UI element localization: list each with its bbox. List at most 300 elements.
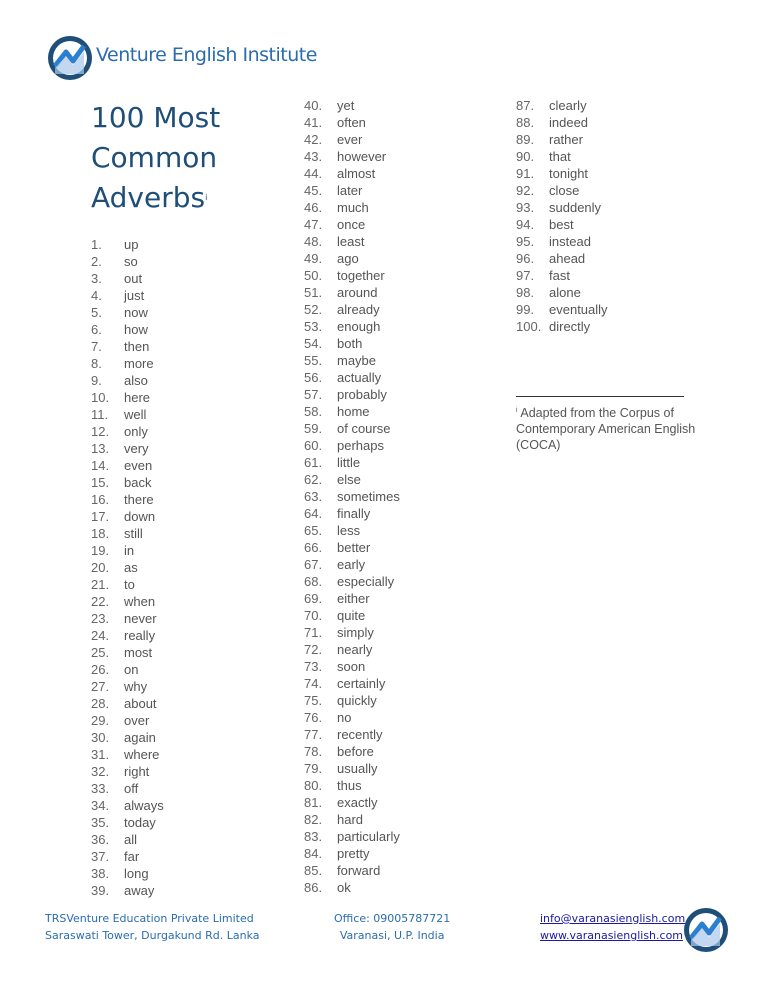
list-item (304, 692, 400, 709)
list-item (304, 573, 400, 590)
item-number: 65. (304, 523, 323, 538)
footer-company (45, 910, 260, 944)
item-number: 68. (304, 574, 323, 589)
adverb-word: either (337, 591, 370, 606)
adverb-word: probably (337, 387, 387, 402)
item-number: 36. (91, 832, 110, 847)
brand-name: Venture English Institute (96, 44, 317, 66)
list-item (91, 729, 164, 746)
adverb-word: why (124, 679, 148, 694)
item-number: 67. (304, 557, 323, 572)
list-item (91, 287, 164, 304)
list-item (304, 216, 400, 233)
item-number: 93. (516, 200, 535, 215)
adverb-word: only (124, 424, 148, 439)
list-item (304, 471, 400, 488)
list-item (91, 865, 164, 882)
list-item (91, 661, 164, 678)
adverb-word: that (549, 149, 571, 164)
item-number: 9. (91, 373, 102, 388)
title-line-1: 100 Most (91, 101, 221, 134)
adverb-word: usually (337, 761, 378, 776)
item-number: 11. (91, 407, 109, 422)
adverb-word: down (124, 509, 156, 524)
adverb-word: right (124, 764, 150, 779)
footer-city: Varanasi, U.P. India (339, 929, 445, 942)
list-item (304, 267, 400, 284)
item-number: 1. (91, 237, 102, 252)
item-number: 32. (91, 764, 110, 779)
adverb-word: most (124, 645, 153, 660)
list-item (304, 777, 400, 794)
venture-logo-small-icon (682, 906, 730, 954)
adverb-word: never (124, 611, 157, 626)
item-number: 12. (91, 424, 110, 439)
item-number: 29. (91, 713, 110, 728)
item-number: 60. (304, 438, 323, 453)
email-link[interactable]: info@varanasienglish.com (540, 912, 686, 925)
adverb-word: just (124, 288, 145, 303)
item-number: 41. (304, 115, 323, 130)
footnote-divider (516, 396, 684, 397)
list-item (516, 233, 608, 250)
adverb-word: especially (337, 574, 395, 589)
adverb-word: no (337, 710, 352, 725)
item-number: 51. (304, 285, 323, 300)
list-item (304, 182, 400, 199)
list-item (91, 236, 164, 253)
adverb-word: together (337, 268, 385, 283)
list-item (516, 199, 608, 216)
adverb-word: maybe (337, 353, 377, 368)
list-item (304, 709, 400, 726)
list-item (91, 542, 164, 559)
adverb-word: particularly (337, 829, 400, 844)
list-item (516, 318, 608, 335)
list-item (304, 233, 400, 250)
list-item (304, 845, 400, 862)
list-item (91, 678, 164, 695)
list-item (304, 488, 400, 505)
adverb-list-column-2 (304, 97, 400, 896)
adverb-word: then (124, 339, 150, 354)
adverb-word: perhaps (337, 438, 384, 453)
adverb-word: also (124, 373, 148, 388)
adverb-word: best (549, 217, 574, 232)
list-item (91, 559, 164, 576)
item-number: 74. (304, 676, 323, 691)
adverb-word: ok (337, 880, 351, 895)
item-number: 66. (304, 540, 323, 555)
list-item (91, 491, 164, 508)
item-number: 39. (91, 883, 110, 898)
item-number: 35. (91, 815, 110, 830)
item-number: 53. (304, 319, 323, 334)
adverb-word: on (124, 662, 139, 677)
adverb-word: better (337, 540, 371, 555)
adverb-word: less (337, 523, 361, 538)
list-item (91, 525, 164, 542)
item-number: 79. (304, 761, 323, 776)
adverb-word: soon (337, 659, 366, 674)
item-number: 95. (516, 234, 535, 249)
list-item (91, 831, 164, 848)
list-item (304, 437, 400, 454)
adverb-word: pretty (337, 846, 370, 861)
item-number: 8. (91, 356, 102, 371)
item-number: 78. (304, 744, 323, 759)
adverb-word: exactly (337, 795, 378, 810)
item-number: 13. (91, 441, 110, 456)
item-number: 42. (304, 132, 323, 147)
list-item (304, 522, 400, 539)
adverb-word: still (124, 526, 143, 541)
item-number: 6. (91, 322, 102, 337)
item-number: 82. (304, 812, 323, 827)
item-number: 63. (304, 489, 323, 504)
list-item (304, 760, 400, 777)
adverb-word: forward (337, 863, 381, 878)
item-number: 54. (304, 336, 323, 351)
item-number: 33. (91, 781, 110, 796)
list-item (304, 743, 400, 760)
item-number: 43. (304, 149, 323, 164)
adverb-word: already (337, 302, 380, 317)
adverb-word: as (124, 560, 138, 575)
adverb-word: actually (337, 370, 382, 385)
item-number: 26. (91, 662, 110, 677)
list-item (304, 250, 400, 267)
adverb-word: however (337, 149, 387, 164)
item-number: 14. (91, 458, 110, 473)
list-item (91, 780, 164, 797)
adverb-word: about (124, 696, 157, 711)
adverb-word: little (337, 455, 361, 470)
list-item (304, 811, 400, 828)
item-number: 37. (91, 849, 110, 864)
adverb-word: here (124, 390, 151, 405)
item-number: 64. (304, 506, 323, 521)
item-number: 44. (304, 166, 323, 181)
list-item (91, 508, 164, 525)
item-number: 48. (304, 234, 323, 249)
item-number: 92. (516, 183, 535, 198)
adverb-word: tonight (549, 166, 589, 181)
item-number: 62. (304, 472, 323, 487)
item-number: 3. (91, 271, 102, 286)
item-number: 80. (304, 778, 323, 793)
adverb-list-column-1 (91, 236, 164, 899)
item-number: 20. (91, 560, 110, 575)
list-item (516, 97, 608, 114)
list-item (91, 355, 164, 372)
list-item (91, 457, 164, 474)
list-item (91, 321, 164, 338)
item-number: 46. (304, 200, 323, 215)
item-number: 86. (304, 880, 323, 895)
adverb-word: sometimes (337, 489, 400, 504)
item-number: 58. (304, 404, 323, 419)
adverb-word: nearly (337, 642, 373, 657)
list-item (516, 182, 608, 199)
list-item (516, 216, 608, 233)
list-item (91, 440, 164, 457)
adverb-word: back (124, 475, 152, 490)
list-item (91, 593, 164, 610)
item-number: 5. (91, 305, 102, 320)
adverb-word: off (124, 781, 139, 796)
adverb-word: quite (337, 608, 366, 623)
list-item (91, 423, 164, 440)
list-item (304, 131, 400, 148)
item-number: 27. (91, 679, 110, 694)
adverb-word: how (124, 322, 148, 337)
list-item (91, 712, 164, 729)
item-number: 94. (516, 217, 535, 232)
item-number: 75. (304, 693, 323, 708)
venture-logo-icon (46, 34, 94, 82)
adverb-word: thus (337, 778, 362, 793)
item-number: 89. (516, 132, 535, 147)
adverb-word: indeed (549, 115, 589, 130)
list-item (91, 797, 164, 814)
list-item (91, 253, 164, 270)
list-item (516, 284, 608, 301)
list-item (516, 250, 608, 267)
adverb-word: up (124, 237, 139, 252)
list-item (304, 556, 400, 573)
footer-office (334, 910, 450, 944)
adverb-word: of course (337, 421, 391, 436)
item-number: 96. (516, 251, 535, 266)
adverb-word: eventually (549, 302, 608, 317)
adverb-word: all (124, 832, 138, 847)
adverb-word: ever (337, 132, 363, 147)
adverb-word: more (124, 356, 154, 371)
item-number: 91. (516, 166, 535, 181)
item-number: 24. (91, 628, 110, 643)
item-number: 45. (304, 183, 323, 198)
list-item (91, 338, 164, 355)
adverb-word: long (124, 866, 149, 881)
footer-contact (540, 910, 686, 944)
adverb-word: again (124, 730, 156, 745)
adverb-word: there (124, 492, 154, 507)
list-item (304, 879, 400, 896)
item-number: 99. (516, 302, 535, 317)
item-number: 15. (91, 475, 110, 490)
item-number: 87. (516, 98, 535, 113)
list-item (91, 304, 164, 321)
item-number: 85. (304, 863, 323, 878)
list-item (516, 301, 608, 318)
adverb-word: simply (337, 625, 374, 640)
adverb-word: yet (337, 98, 355, 113)
adverb-word: before (337, 744, 374, 759)
adverb-word: instead (549, 234, 591, 249)
list-item (91, 270, 164, 287)
adverb-word: when (124, 594, 156, 609)
item-number: 55. (304, 353, 323, 368)
adverb-word: least (337, 234, 365, 249)
list-item (304, 505, 400, 522)
item-number: 17. (91, 509, 110, 524)
adverb-list-column-3 (516, 97, 608, 335)
list-item (304, 420, 400, 437)
adverb-word: ago (337, 251, 359, 266)
adverb-word: finally (337, 506, 371, 521)
item-number: 73. (304, 659, 323, 674)
item-number: 88. (516, 115, 535, 130)
title-line-3 (91, 178, 291, 218)
item-number: 4. (91, 288, 102, 303)
footer-company-name: TRSVenture Education Private Limited (45, 912, 254, 925)
footnote-marker: i (516, 407, 518, 414)
item-number: 97. (516, 268, 535, 283)
footer-address: Saraswati Tower, Durgakund Rd. Lanka (45, 929, 260, 942)
website-link[interactable]: www.varanasienglish.com (540, 929, 684, 942)
adverb-word: recently (337, 727, 383, 742)
item-number: 19. (91, 543, 110, 558)
list-item (304, 607, 400, 624)
list-item (304, 352, 400, 369)
adverb-word: often (337, 115, 366, 130)
list-item (304, 675, 400, 692)
item-number: 69. (304, 591, 323, 606)
list-item (516, 148, 608, 165)
list-item (91, 389, 164, 406)
adverb-word: today (124, 815, 156, 830)
list-item (91, 644, 164, 661)
list-item (91, 576, 164, 593)
list-item (304, 658, 400, 675)
adverb-word: else (337, 472, 361, 487)
adverb-word: far (124, 849, 140, 864)
adverb-word: clearly (549, 98, 587, 113)
adverb-word: out (124, 271, 143, 286)
list-item (304, 862, 400, 879)
list-item (304, 284, 400, 301)
list-item (91, 474, 164, 491)
adverb-word: ahead (549, 251, 586, 266)
item-number: 83. (304, 829, 323, 844)
adverb-word: almost (337, 166, 376, 181)
list-item (91, 406, 164, 423)
list-item (304, 114, 400, 131)
list-item (304, 318, 400, 335)
list-item (304, 539, 400, 556)
list-item (304, 454, 400, 471)
item-number: 57. (304, 387, 323, 402)
list-item (516, 267, 608, 284)
list-item (91, 882, 164, 899)
list-item (91, 610, 164, 627)
item-number: 59. (304, 421, 323, 436)
adverb-word: suddenly (549, 200, 602, 215)
list-item (304, 794, 400, 811)
adverb-word: really (124, 628, 156, 643)
item-number: 2. (91, 254, 102, 269)
list-item (304, 386, 400, 403)
item-number: 23. (91, 611, 110, 626)
adverb-word: certainly (337, 676, 386, 691)
item-number: 40. (304, 98, 323, 113)
list-item (304, 590, 400, 607)
item-number: 18. (91, 526, 110, 541)
item-number: 7. (91, 339, 102, 354)
item-number: 22. (91, 594, 110, 609)
adverb-word: home (337, 404, 370, 419)
title-footnote-marker: i (205, 193, 208, 202)
list-item (304, 828, 400, 845)
item-number: 25. (91, 645, 110, 660)
list-item (91, 848, 164, 865)
adverb-word: in (124, 543, 135, 558)
adverb-word: early (337, 557, 366, 572)
item-number: 77. (304, 727, 323, 742)
page-title (91, 98, 291, 218)
item-number: 71. (304, 625, 323, 640)
adverb-word: so (124, 254, 138, 269)
adverb-word: hard (337, 812, 364, 827)
adverb-word: once (337, 217, 366, 232)
footer-phone: Office: 09005787721 (334, 912, 451, 925)
item-number: 70. (304, 608, 323, 623)
adverb-word: close (549, 183, 580, 198)
adverb-word: where (124, 747, 160, 762)
item-number: 38. (91, 866, 110, 881)
adverb-word: fast (549, 268, 570, 283)
item-number: 52. (304, 302, 323, 317)
list-item (304, 369, 400, 386)
item-number: 81. (304, 795, 323, 810)
item-number: 98. (516, 285, 535, 300)
item-number: 28. (91, 696, 110, 711)
list-item (304, 403, 400, 420)
adverb-word: enough (337, 319, 381, 334)
adverb-word: even (124, 458, 153, 473)
list-item (304, 301, 400, 318)
item-number: 84. (304, 846, 323, 861)
item-number: 16. (91, 492, 110, 507)
item-number: 56. (304, 370, 323, 385)
list-item (516, 131, 608, 148)
item-number: 76. (304, 710, 323, 725)
adverb-word: both (337, 336, 363, 351)
list-item (516, 165, 608, 182)
adverb-word: always (124, 798, 164, 813)
item-number: 10. (91, 390, 110, 405)
adverb-word: quickly (337, 693, 377, 708)
adverb-word: rather (549, 132, 583, 147)
list-item (91, 627, 164, 644)
item-number: 90. (516, 149, 535, 164)
list-item (304, 624, 400, 641)
item-number: 21. (91, 577, 110, 592)
item-number: 47. (304, 217, 323, 232)
item-number: 61. (304, 455, 323, 470)
adverb-word: very (124, 441, 149, 456)
list-item (304, 335, 400, 352)
item-number: 100. (516, 319, 542, 334)
item-number: 72. (304, 642, 323, 657)
title-line-3-text: Adverbs (91, 181, 206, 214)
footnote-text: Adapted from the Corpus of Contemporary American English (COCA) (516, 406, 696, 453)
adverb-word: around (337, 285, 378, 300)
title-line-2: Common (91, 141, 218, 174)
list-item (91, 814, 164, 831)
list-item (304, 199, 400, 216)
